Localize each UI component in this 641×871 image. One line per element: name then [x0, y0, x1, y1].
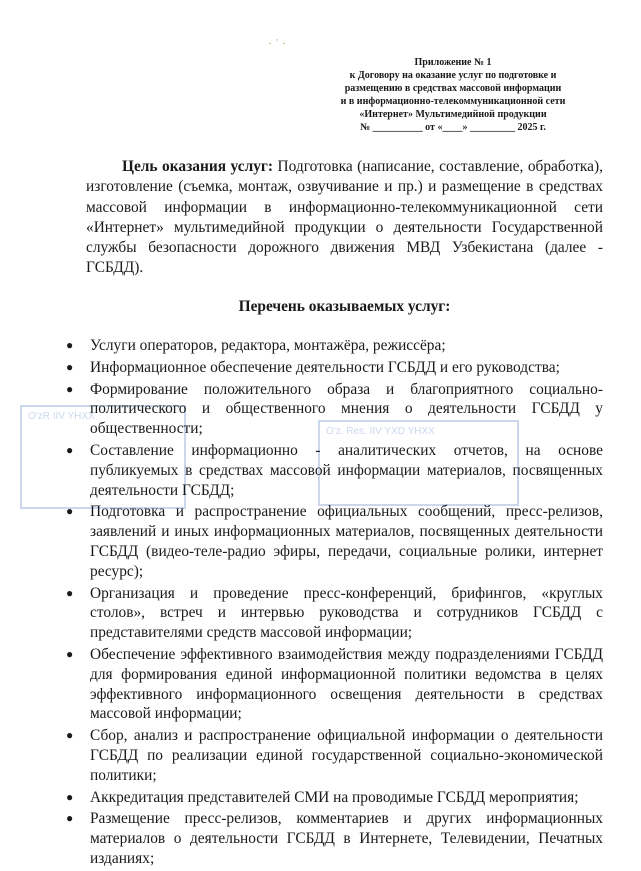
service-goal-text: Подготовка (написание, составление, обработка), изготовление (съемка, монтаж, озвучивание и пр.) и размещение в средствах массовой информации в информационно-телекоммуникационной сети «Интернет» мультимедийной продукции о деятельности Государственной службы безопасности дорожного движения МВД Узбекистана (далее - ГСБДД). [86, 158, 603, 277]
services-list [64, 336, 603, 871]
bullet-icon: ● [66, 381, 74, 396]
list-item-text: Организация и проведение пресс-конференций, брифингов, «круглых столов», встреч и интервью руководства и сотрудников ГСБДД с представителями средств массовой информации; [90, 584, 603, 642]
list-item [64, 726, 603, 785]
bullet-icon: ● [66, 585, 74, 600]
list-item [64, 358, 603, 378]
list-item-text: Формирование положительного образа и благоприятного социально-политического и общественного мнения о деятельности ГСБДД у общественности; [90, 380, 603, 438]
bullet-icon: ● [66, 811, 74, 826]
list-item [64, 645, 603, 724]
paper-speck: · ˙ · [268, 36, 286, 50]
service-goal-paragraph [86, 157, 603, 279]
list-item [64, 788, 603, 808]
list-item-text: Подготовка и распространение официальных сообщений, пресс-релизов, заявлений и иных информационных материалов, посвященных деятельности ГСБДД (видео-теле-радио эфиры, передачи, социальные ролики, интернет ресурс); [90, 503, 603, 580]
list-item-text: Сбор, анализ и распространение официальной информации о деятельности ГСБДД по реализации единой государственной социально-экономической политики; [90, 727, 603, 784]
bullet-icon: ● [66, 504, 74, 519]
list-item-text: Услуги операторов, редактора, монтажёра, режиссёра; [90, 337, 446, 354]
list-item [64, 336, 603, 356]
bullet-icon: ● [66, 338, 74, 352]
bullet-icon: ● [66, 359, 74, 374]
bullet-icon: ● [66, 442, 74, 457]
bullet-icon: ● [66, 728, 74, 743]
annex-line: к Договору на оказание услуг по подготовке и [349, 70, 557, 81]
list-item [64, 441, 603, 500]
list-item-text: Составление информационно - аналитических отчетов, на основе публикуемых в средствах массовой информации материалов, посвященных деятельности ГСБДД; [90, 441, 603, 499]
annex-line: Приложение № 1 [414, 57, 492, 68]
list-item [64, 809, 603, 868]
list-item [64, 380, 603, 439]
list-item-text: Размещение пресс-релизов, комментариев и других информационных материалов о деятельности ГСБДД в Интернете, Телевидении, Печатных изданиях; [90, 810, 603, 867]
bullet-icon: ● [66, 789, 74, 804]
annex-line: и в информационно-телекоммуникационной сети [340, 96, 566, 107]
list-item [64, 584, 603, 643]
service-goal-lead: Цель оказания услуг: [122, 158, 274, 175]
stamp-text: O'z. Res. IIV YXD YHXX [326, 426, 435, 437]
services-list-title: Перечень оказываемых услуг: [238, 298, 451, 315]
stamp-text: O'zR IIV YHXX [28, 411, 95, 422]
annex-line: «Интернет» Мультимедийной продукции [359, 109, 547, 120]
annex-header [303, 56, 603, 134]
list-item [64, 502, 603, 581]
bullet-icon: ● [66, 646, 74, 661]
list-item-text: Обеспечение эффективного взаимодействия между подразделениями ГСБДД для формирования единой информационной политики ведомства в целях эффективного информационного освещения деятельности в средствах массовой информации; [90, 645, 603, 723]
annex-line: размещению в средствах массовой информации [344, 83, 562, 94]
list-item-text: Аккредитация представителей СМИ на проводимые ГСБДД мероприятия; [90, 788, 579, 806]
annex-line: № __________ от «____» _________ 2025 г. [360, 122, 546, 133]
list-item-text: Информационное обеспечение деятельности ГСБДД и его руководства; [90, 358, 560, 376]
